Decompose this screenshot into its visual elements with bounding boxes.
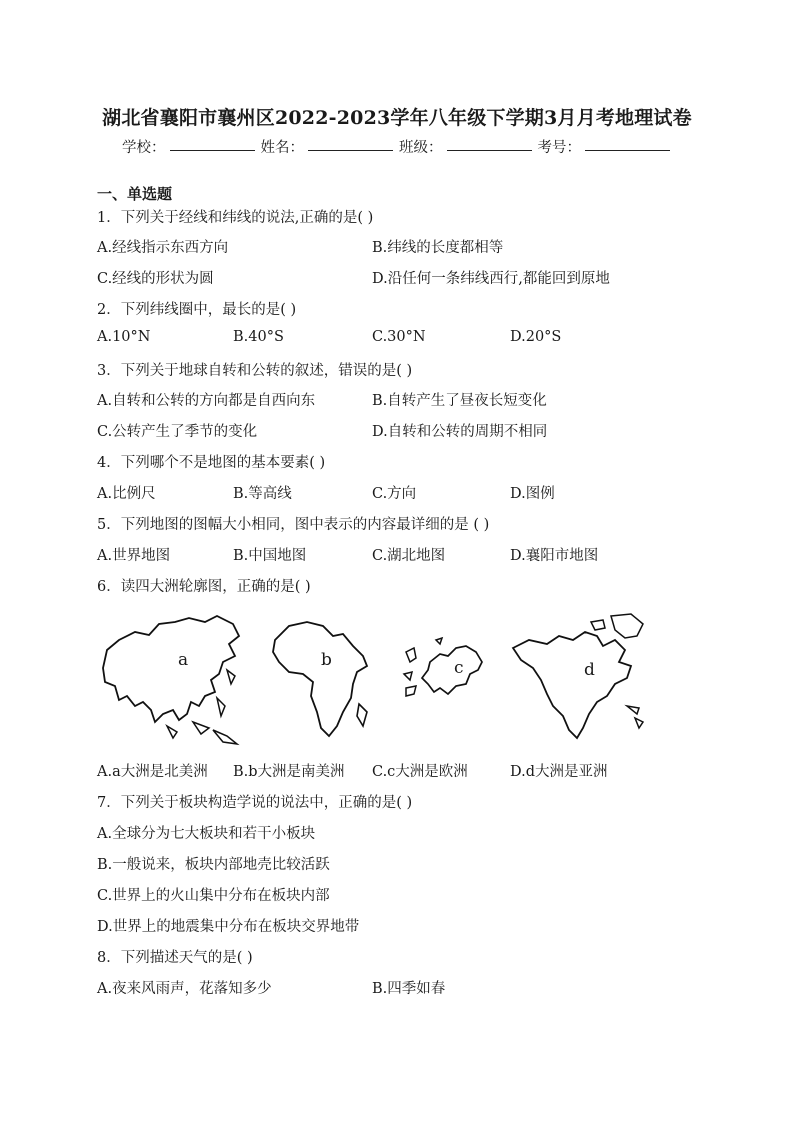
q7-option-d: D.世界上的地震集中分布在板块交界地带 [97,919,360,935]
continent-a-outline [97,610,252,750]
q5-option-c: C.湖北地图 [372,548,446,564]
q5-option-b: B.中国地图 [233,548,307,564]
question-7: 7．下列关于板块构造学说的说法中，正确的是( ) [97,795,413,811]
q2-option-b: B.40°S [233,329,284,345]
q8-option-b: B.四季如春 [372,981,446,997]
exam-number-blank [585,136,670,151]
q7-option-c: C.世界上的火山集中分布在板块内部 [97,888,330,904]
q5-option-d: D.襄阳市地图 [510,548,599,564]
question-2: 2．下列纬线圈中，最长的是( ) [97,302,297,318]
name-label: 姓名： [260,140,304,156]
name-blank [308,136,393,151]
continent-label-a: a [178,650,189,670]
school-blank [170,136,255,151]
question-5: 5．下列地图的图幅大小相同，图中表示的内容最详细的是 ( ) [97,517,490,533]
continent-b-outline [267,616,377,746]
q7-option-a: A.全球分为七大板块和若干小板块 [97,826,316,842]
q4-option-a: A.比例尺 [97,486,156,502]
section-heading: 一、单选题 [97,185,173,203]
q1-option-d: D.沿任何一条纬线西行,都能回到原地 [372,271,610,287]
q3-option-d: D.自转和公转的周期不相同 [372,424,548,440]
q2-option-c: C.30°N [372,329,426,345]
continent-label-b: b [321,650,332,670]
class-blank [447,136,532,151]
question-3: 3．下列关于地球自转和公转的叙述，错误的是( ) [97,363,413,379]
q2-option-d: D.20°S [510,329,562,345]
continent-label-c: c [454,658,464,678]
q5-option-a: A.世界地图 [97,548,171,564]
q4-option-d: D.图例 [510,486,555,502]
q4-option-b: B.等高线 [233,486,292,502]
continent-d-outline [507,610,652,750]
q2-option-a: A.10°N [97,329,151,345]
question-1: 1．下列关于经线和纬线的说法,正确的是( ) [97,210,374,226]
school-label: 学校： [122,140,166,156]
question-8: 8．下列描述天气的是( ) [97,950,253,966]
q8-option-a: A.夜来风雨声，花落知多少 [97,981,272,997]
continent-outline-figure [97,606,657,754]
q1-option-c: C.经线的形状为圆 [97,271,214,287]
continent-c-outline [400,634,490,704]
q6-option-c: C.c大洲是欧洲 [372,764,468,780]
q7-option-b: B.一般说来，板块内部地壳比较活跃 [97,857,330,873]
question-4: 4．下列哪个不是地图的基本要素( ) [97,455,326,471]
exam-title: 湖北省襄阳市襄州区2022-2023学年八年级下学期3月月考地理试卷 [102,107,692,129]
student-info-row [0,136,794,157]
q3-option-c: C.公转产生了季节的变化 [97,424,258,440]
q6-option-d: D.d大洲是亚洲 [510,764,608,780]
q1-option-b: B.纬线的长度都相等 [372,240,504,256]
q3-option-a: A.自转和公转的方向都是自西向东 [97,393,316,409]
class-label: 班级： [399,140,443,156]
q6-option-a: A.a大洲是北美洲 [97,764,208,780]
q6-option-b: B.b大洲是南美洲 [233,764,345,780]
q3-option-b: B.自转产生了昼夜长短变化 [372,393,547,409]
question-6: 6．读四大洲轮廓图，正确的是( ) [97,579,311,595]
continent-label-d: d [584,660,595,680]
q1-option-a: A.经线指示东西方向 [97,240,229,256]
exam-number-label: 考号： [537,140,581,156]
q4-option-c: C.方向 [372,486,417,502]
